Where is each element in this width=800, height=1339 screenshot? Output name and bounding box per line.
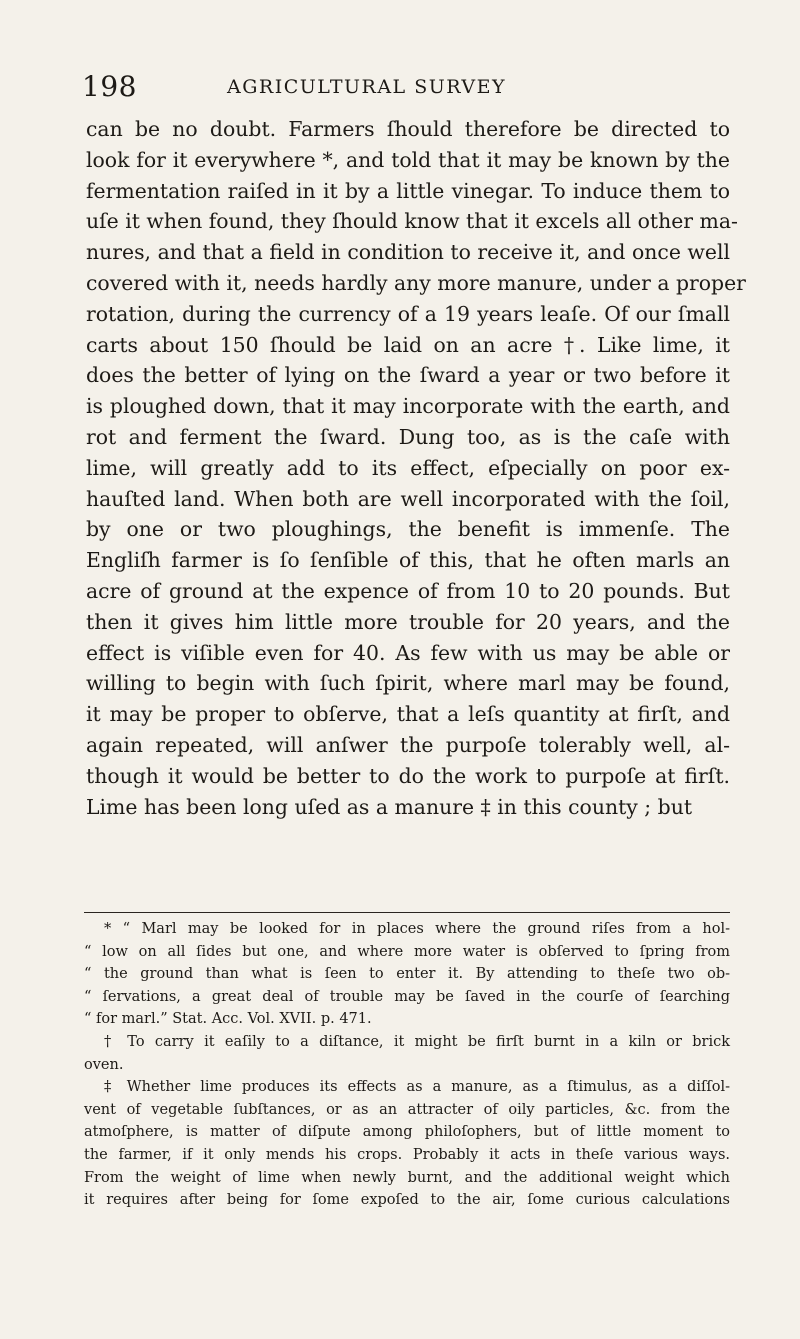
body-line: fermentation raiſed in it by a little vinegar. To induce them to bbox=[86, 178, 730, 203]
body-line: lime, will greatly add to its effect, eſpecially on poor ex- bbox=[86, 455, 730, 480]
body-line: carts about 150 ſhould be laid on an acre †. Like lime, it bbox=[86, 332, 730, 357]
body-text bbox=[86, 114, 746, 822]
footnote-line: ‡ Whether lime produces its effects as a manure, as a ſtimulus, as a diſſol- bbox=[104, 1079, 730, 1096]
body-line: Lime has been long uſed as a manure ‡ in this county ; but bbox=[86, 794, 693, 819]
footnote-line: the farmer, if it only mends his crops. Probably it acts in theſe various ways. bbox=[84, 1146, 730, 1163]
body-line: Engliſh farmer is ſo ſenſible of this, that he often marls an bbox=[86, 548, 730, 573]
footnotes bbox=[84, 918, 730, 1212]
footnote-line: † To carry it eaſily to a diſtance, it might be firſt burnt in a kiln or brick bbox=[104, 1033, 730, 1050]
body-line: rotation, during the currency of a 19 years leaſe. Of our ſmall bbox=[86, 301, 730, 326]
footnote-line: atmoſphere, is matter of diſpute among philoſophers, but of little moment to bbox=[84, 1124, 730, 1141]
body-line: does the better of lying on the ſward a year or two before it bbox=[86, 363, 730, 388]
body-line: though it would be better to do the work to purpoſe at firſt. bbox=[86, 763, 730, 788]
footnote-line: * “ Marl may be looked for in places where the ground riſes from a hol- bbox=[104, 921, 730, 937]
footnote-line: “ for marl.” Stat. Acc. Vol. XVII. p. 471. bbox=[84, 1011, 372, 1028]
body-line: by one or two ploughings, the benefit is immenſe. The bbox=[86, 517, 730, 542]
body-line: look for it everywhere *, and told that it may be known by the bbox=[86, 147, 730, 172]
running-head bbox=[82, 70, 732, 106]
body-line: then it gives him little more trouble for 20 years, and the bbox=[86, 609, 730, 634]
footnote-line: it requires after being for ſome expoſed to the air, ſome curious calculations bbox=[84, 1192, 730, 1209]
running-title: AGRICULTURAL SURVEY bbox=[227, 76, 506, 98]
footnote-line: oven. bbox=[84, 1056, 124, 1073]
footnote-line: vent of vegetable ſubſtances, or as an attracter of oily particles, &c. from the bbox=[84, 1101, 730, 1118]
body-line: hauſted land. When both are well incorporated with the ſoil, bbox=[86, 486, 730, 511]
body-line: covered with it, needs hardly any more manure, under a proper bbox=[86, 270, 746, 295]
body-line: effect is viſible even for 40. As few with us may be able or bbox=[86, 640, 730, 665]
body-line: nures, and that a field in condition to receive it, and once well bbox=[86, 240, 730, 265]
body-line: rot and ferment the ſward. Dung too, as is the caſe with bbox=[86, 424, 730, 449]
body-line: is ploughed down, that it may incorporate with the earth, and bbox=[86, 394, 730, 419]
body-line: willing to begin with ſuch ſpirit, where marl may be found, bbox=[86, 671, 730, 696]
body-line: acre of ground at the expence of from 10 to 20 pounds. But bbox=[86, 578, 730, 603]
body-line: it may be proper to obſerve, that a leſs quantity at firſt, and bbox=[86, 702, 730, 727]
footnote-line: “ low on all ſides but one, and where more water is obſerved to ſpring from bbox=[84, 943, 730, 960]
body-line: uſe it when found, they ſhould know that it excels all other ma- bbox=[86, 209, 738, 234]
footnote-line: “ ſervations, a great deal of trouble may be ſaved in the courſe of ſearching bbox=[84, 988, 730, 1005]
body-line: again repeated, will anſwer the purpoſe tolerably well, al- bbox=[86, 732, 730, 757]
footnote-line: “ the ground than what is ſeen to enter it. By attending to theſe two ob- bbox=[84, 966, 730, 983]
body-line: can be no doubt. Farmers ſhould therefore be directed to bbox=[86, 117, 730, 141]
footnote-line: From the weight of lime when newly burnt, and the additional weight which bbox=[84, 1169, 730, 1186]
page-number: 198 bbox=[82, 70, 137, 103]
footnote-divider bbox=[84, 912, 730, 913]
